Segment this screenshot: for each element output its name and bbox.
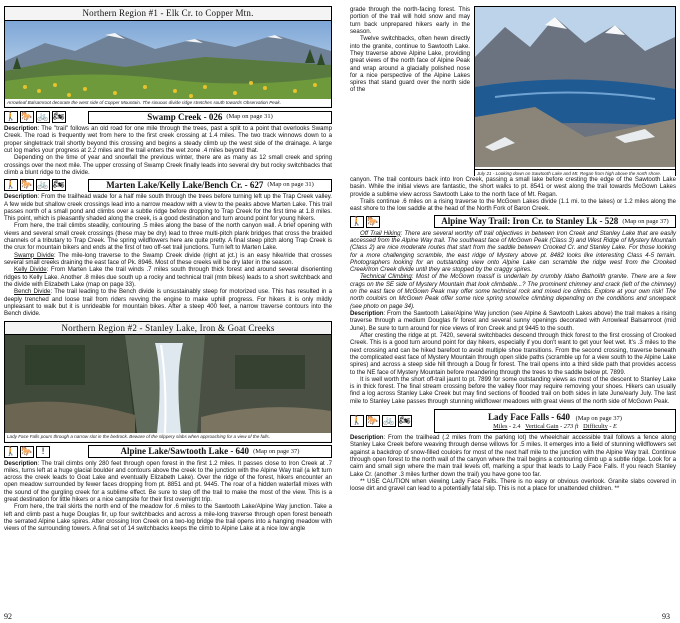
motorbike-icon: 🏍 <box>53 180 65 191</box>
marten-lake-title-box <box>88 179 332 192</box>
technical-climbing-paragraph: Technical Climbing: Most of the McGown massif is underlain by crumbly Idaho Batholith granite. There are a few crags on the SE side of Mystery Mountain that look climbable...? The prominent chimney and crack (left of the chimney) on the east face of McGown Peak may offer some technical rock and mixed ice climbs. Explore at your own risk! The north couloirs on McGown Peak offer some nice spring snow/ice climbing depending on the conditions and snowpack (see photo on page 34). <box>350 273 676 310</box>
alpine-lake-header <box>4 445 332 459</box>
region-1-caption: Arrowleaf Balsamroot decorate the west side of Copper Mountain. The sinuous divide ridge stretches south towards Observation Peak. <box>5 98 331 107</box>
hiker-icon: 🚶 <box>351 216 363 227</box>
alpine-way-paragraph-2: After cresting the ridge at pt. 7420, several switchbacks descend through thick forest to the first crossing of Crooked Creek. This is a good turn around point for day hikers, especially if you don't want to get your feet wet. It's .3 miles to the next crossing and can be hiked barefoot to avoid multiple shoe transitions. From the second crossing, traverse beneath the complicated east face of Mystery Mountain through open slide paths (scramble up for a view south to the Alpine Lake spires) and across a steep side hill through a Doug fir forest. The trail opens into a third slide path that provides access to the NE face of Mystery Mountain before meandering through the trees to the saddle below pt. 7899. <box>350 331 676 376</box>
use-icons <box>4 111 88 123</box>
lady-face-title-box <box>434 409 676 433</box>
canyon-text: canyon. The trail contours back into Iron Creek, passing a small lake before cresting the edge of the Sawtooth Lake basin. While the initial views are fantastic, the short walks to pt. 8541 or west along the trail towards McGown Lakes provide a sublime view across Sawtooth Lake to the north face of Mt. Regan. <box>350 176 676 198</box>
use-icons <box>350 415 434 427</box>
hiker-icon: 🚶 <box>351 416 363 427</box>
horse-icon: 🐎 <box>21 112 33 122</box>
lady-face-title: Lady Face Falls - 640 <box>488 411 571 422</box>
left-page <box>4 6 332 533</box>
swamp-creek-map-ref: (Map on page 31) <box>226 113 273 121</box>
warning-icon: ! <box>36 446 50 458</box>
mountain-meadow-photo <box>5 21 331 99</box>
alpine-way-paragraph-3: It is well worth the short off-trail jaunt to pt. 7899 for some outstanding views as most of the descent to Stanley Lake is in thick forest. The final stream crossing before the valley floor may require removing your shoes. Hikers can usually find a log across Stanley Lake Creek but may find sections of flooded trail on both sides in late June/early July. The last mile to Stanley Lake passes through stunning wildflower meadows with great views of the north side of McGown Peak. <box>350 375 676 405</box>
horse-icon: 🐎 <box>21 446 33 457</box>
alpine-way-map-ref: (Map on page 37) <box>622 217 669 225</box>
switchbacks-text: Twelve switchbacks, often hewn directly into the granite, continue to Sawtooth Lake. They traverse above Alpine Lake, providing great views of the north face of Alpine Peak and wrap around a glacially polished nose for a nice perspective of the Alpine Lakes spires that stand guard over the north side of the <box>350 35 470 94</box>
hiker-icon: 🚶 <box>5 112 17 122</box>
region-1-banner <box>4 6 332 108</box>
alpine-lake-map-ref: (Map on page 37) <box>253 447 300 455</box>
region-2-photo <box>5 335 331 433</box>
alpine-lake-title: Alpine Lake/Sawtooth Lake - 640 <box>120 446 250 457</box>
hiker-icon: 🚶 <box>5 180 17 191</box>
top-text: grade through the north-facing forest. This portion of the trail will hold snow and may turn back unprepared hikers early in the season. <box>350 6 470 35</box>
right-page <box>350 6 676 493</box>
bike-icon: 🚲 <box>383 416 395 427</box>
region-2-banner <box>4 321 332 443</box>
horse-icon: 🐎 <box>367 216 379 227</box>
use-icons <box>350 216 434 228</box>
swamp-creek-paragraph-2: Depending on the time of year and snowfall the previous winter, there are as many as 12 small creek and spring crossings over the next mile. The upper crossing of Swamp Creek finally leads into several dry but rocky switchbacks that climb a blunt ridge to the divide. <box>4 154 332 176</box>
bike-icon: 🚲 <box>37 112 49 122</box>
swamp-divide-paragraph: Swamp Divide: The mile-long traverse to the Swamp Creek divide (right at jct.) is an easy hike/ride that crosses several small creeks draining the east face of Pk. 8946. Most of these creeks will be dry later in the season. <box>4 251 332 266</box>
lady-face-header <box>350 409 676 433</box>
page-number-left: 92 <box>4 612 12 621</box>
region-2-caption: Lady Face Falls pours through a narrow slot in the bedrock. Beware of the slippery slabs when approaching for a view of the falls. <box>5 432 331 441</box>
top-section <box>350 6 676 176</box>
use-icons <box>4 446 88 458</box>
alpine-way-title-box <box>434 215 676 228</box>
sawtooth-lake-photo <box>475 7 675 167</box>
use-icons <box>4 179 88 191</box>
marten-lake-paragraph-2: From here, the trail climbs steadily, contouring .5 miles along the base of the north canyon wall. A brief opening with views and several small creek crossings (these may be dry) lead to three multi-pitch plank bridges that cross the braided channels of a tributary to Trap Creek. The spring wildflowers here are quite pretty. A final steep pitch along Trap Creek is the crux for mountain bikers and ends at the first of two off-set trail junctions. Turn left to Marten Lake. <box>4 222 332 252</box>
hiker-icon: 🚶 <box>5 446 17 457</box>
bike-icon: 🚲 <box>37 180 49 191</box>
marten-lake-map-ref: (Map on page 31) <box>267 181 314 189</box>
off-trail-paragraph: Off Trail Hiking: There are several worthy off trail objectives in between Iron Creek and Stanley Lake that are easily accessed from the Alpine Way trail. The southeast face of McGown Peak (Class 3) and West Ridge of Mystery Mountain (Class 2) are nice moderate routes that start from the saddle between Crooked Cr. and Stanley Lake. For those looking for a more challenging scramble, the east ridge of Mystery above pt. 8482 looks like interesting Class 4-5 terrain. Photographers looking for an outstanding view onto Alpine Lake can scramble the ridge west from the Crooked Creek/Iron Creek divide until they are stopped by the craggy spires. <box>350 229 677 274</box>
trails-continue-text: Trails continue .6 miles on a rising traverse to the McGown Lakes divide (1.1 mi. to the lakes) or 1.2 miles along the east shore to the low saddle at the head of the North Fork of Baron Creek. <box>350 197 676 213</box>
region-1-photo <box>5 21 331 99</box>
region-1-title: Northern Region #1 - Elk Cr. to Copper Mtn. <box>5 7 331 21</box>
marten-lake-description: Description: From the trailhead wade for a half mile south through the trees before turning left up the Trap Creek valley. A few wide but shallow creek crossings lead into a narrow meadow with a view to the peaks above Marten Lake. This trail passes north of a small pond and climbs over a subtle ridge before dropping to Trap Creek for the first time at 1.8 miles. This point, which is pleasantly shaded along the creek, is a good destination and turn around point for young hikers. <box>4 193 332 223</box>
swamp-creek-title: Swamp Creek - 026 <box>147 111 223 122</box>
alpine-way-title: Alpine Way Trail: Iron Cr. to Stanley Lk - 528 <box>441 216 619 227</box>
region-2-title: Northern Region #2 - Stanley Lake, Iron & Goat Creeks <box>5 322 331 336</box>
lady-face-stats: Miles - 2.4 Vertical Gain - 273 ft Difficulty - E <box>493 422 617 430</box>
bench-divide-paragraph: Bench Divide: The trail leading to the Bench divide is unsustainably steep for motorized use. This has resulted in a deeply trenched and loose trail from riders revving the engine to make uphill progress. For hikers it is only mildly unpleasant to walk but it is unrideable for mountain bikes. After a steep 400 feet, a narrow traverse contours into the Bench divide. <box>4 288 333 318</box>
sawtooth-photo-caption: July 21 - Looking down on Sawtooth Lake and Mt. Regan from high above the north shore. <box>475 169 675 178</box>
horse-icon: 🐎 <box>367 416 379 427</box>
top-text-column <box>350 6 470 176</box>
marten-lake-header <box>4 178 332 192</box>
alpine-lake-title-box <box>88 445 332 458</box>
sawtooth-photo-frame <box>474 6 676 176</box>
lady-face-map-ref: (Map on page 37) <box>575 414 622 422</box>
alpine-lake-paragraph-2: From here, the trail skirts the north end of the meadow for .6 miles to the Sawtooth Lake/Alpine Way junction. Take a left and climb past a huge Douglas fir, up four switchbacks and across a mile-long traverse through open forest beneath the serrated Alpine Lake spires. After crossing Iron Creek on a two-log bridge the trail opens into a hanging meadow with views of the surrounding towers. A final set of 14 switchbacks keeps the climb to Alpine Lake at a nice low angle <box>4 503 332 533</box>
lady-face-description: Description: From the trailhead (.2 miles from the parking lot) the wheelchair accessible trail follows a fence along Stanley Lake Creek before weaving through dense willows for .5 miles. It emerges into a field of stunning wildflowers set against a backdrop of snow-filled couloirs for most of the next half mile to the junction with the Alpine Way trail. Continue through open forest to the north wall of the canyon where the trail begins a contouring climb up a subtle ridge. Look for a cairn and small sign where the main trail levels off, marking a spur that leads to Lady Face Falls. If you reach Stanley Lake Cr. (another .3 miles further down the trail) you have gone too far. <box>350 434 676 478</box>
alpine-way-header <box>350 215 676 229</box>
swamp-creek-description: Description: The "trail" follows an old road for one mile through the trees, past a split to a point that overlooks Swamp Creek. The road is frequently wet from here to the first creek crossing at 1.4 miles. The two track winnows down to a proper singletrack trail shortly beyond this crossing and begins a steady climb up the west side of the drainage. A large cut log marks your progress at 2.2 miles and the trail enters the wet zone .4 miles beyond that. <box>4 125 332 154</box>
motorbike-icon: 🏍 <box>53 112 65 122</box>
swamp-creek-header <box>4 110 332 124</box>
alpine-way-description: Description: From the Sawtooth Lake/Alpine Way junction (see Alpine & Sawtooth Lakes above) the trail makes a rising traverse through a medium Douglas fir forest and several sunny openings decorated with Arrowleaf Balsamroot (mid June). Be sure to turn around for nice views of Iron Creek and pt 9445 to the south. <box>350 310 676 332</box>
marten-lake-title: Marten Lake/Kelly Lake/Bench Cr. - 627 <box>106 179 264 190</box>
motorbike-icon: 🏍 <box>399 416 411 427</box>
swamp-creek-title-box <box>88 111 332 124</box>
alpine-lake-description: Description: The trail climbs only 280 feet through open forest in the first 1.2 miles. It passes close to Iron Creek at .7 miles, turns left at a huge glacial boulder and contours above the creek to the junction with the Alpine Way trail (a left turn across the creek leads to Goat Lake and eventually Elizabeth Lake). Over the ridge of the forest, hikers encounter an open meadow surrounded by fewer faces dropping from pt. 8851 and pt. 9445. The roar of a hidden waterfall mixes with the sound of the gurgling creek for a sublime effect. Be sure to step off the trail to make the most of the view. This is a great destination for little hikers or a nice campsite for their first overnight trip. <box>4 459 332 504</box>
lady-face-caution: ** USE CAUTION when viewing Lady Face Falls. There is no easy or obvious overlook. Granite slabs covered in loose dirt and gravel can lead to a potentially fatal slip. This is not a place for unattended children. ** <box>350 477 676 493</box>
page-number-right: 93 <box>662 612 670 621</box>
kelly-divide-paragraph: Kelly Divide: From Marten Lake the trail winds .7 miles south through thick forest and around several disorienting ridges to Kelly Lake. Another .8 miles due south up a rocky and technical trail (mtn bikes) leads to a short switchback and the divide with Elizabeth Lake (map on page 33). <box>4 266 332 288</box>
horse-icon: 🐎 <box>21 180 33 191</box>
waterfall-photo <box>5 335 331 433</box>
